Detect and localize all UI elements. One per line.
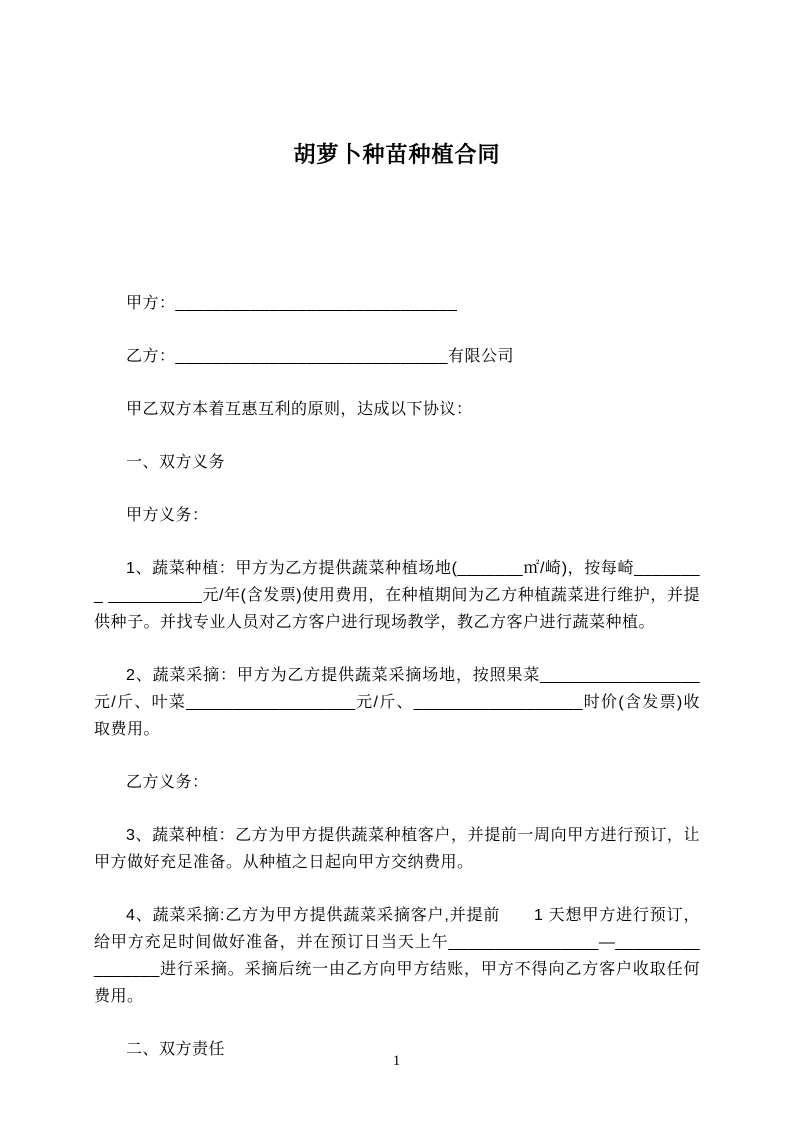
party-b-line: 乙方：_____________________________有限公司: [126, 348, 515, 365]
section-2-heading: 二、双方责任: [126, 1041, 226, 1058]
page-title: 胡萝卜种苗种植合同: [293, 142, 501, 167]
page-number: 1: [392, 1053, 401, 1069]
clause-3-vegetable-planting: 3、蔬菜种植：乙方为甲方提供蔬菜种植客户，并提前一周向甲方进行预订，让甲方做好充足准备。从种植之日起向甲方交纳费用。: [94, 827, 700, 871]
party-a-duties-label: 甲方义务：: [126, 507, 209, 524]
section-1-heading: 一、双方义务: [126, 454, 226, 471]
clause-1-vegetable-planting: 1、蔬菜种植：甲方为乙方提供蔬菜种植场地(_______㎡/崎)，按每崎________ __________元/年(含发票)使用费用，在种植期间为乙方种植蔬菜进行维护，并提供种子。并找专业人员对乙方客户进行现场教学，教乙方客户进行蔬菜种植。: [94, 560, 700, 631]
clause-4-vegetable-picking: 4、蔬菜采摘:乙方为甲方提供蔬菜采摘客户,并提前 1 天想甲方进行预订，给甲方充足时间做好准备，并在预订日当天上午________________—________________进行采摘。采摘后统一由乙方向甲方结账，甲方不得向乙方客户收取任何费用。: [94, 907, 700, 1005]
party-a-line: 甲方：______________________________: [126, 295, 458, 312]
clause-2-vegetable-picking: 2、蔬菜采摘：甲方为乙方提供蔬菜采摘场地，按照果菜_________________元/斤、叶菜__________________元/斤、__________________时价(含发票)收取费用。: [94, 667, 700, 738]
party-b-duties-label: 乙方义务：: [126, 774, 209, 791]
preamble: 甲乙双方本着互惠互利的原则，达成以下协议：: [126, 401, 473, 418]
